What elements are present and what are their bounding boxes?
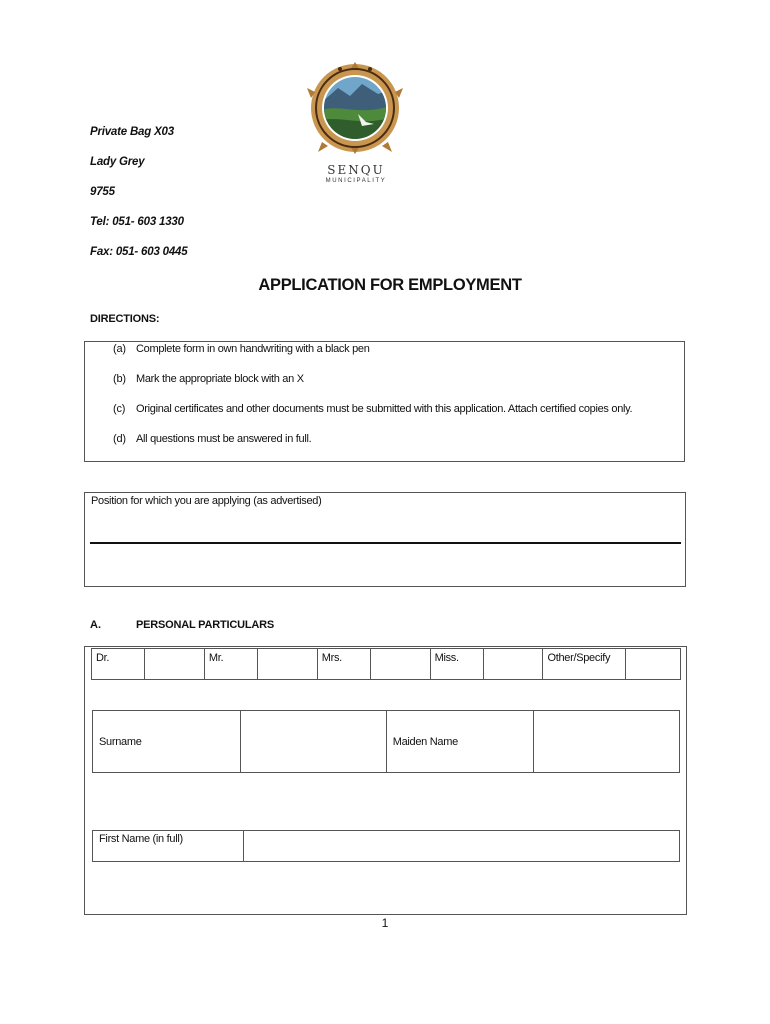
direction-a-letter: (a) xyxy=(113,343,126,355)
title-options-table xyxy=(91,648,681,680)
maiden-name-label: Maiden Name xyxy=(386,711,534,773)
direction-d-text: All questions must be answered in full. xyxy=(136,433,312,445)
title-label-mr: Mr. xyxy=(204,649,257,680)
position-box xyxy=(84,492,686,587)
position-label: Position for which you are applying (as advertised) xyxy=(91,495,322,507)
first-name-label: First Name (in full) xyxy=(93,831,244,862)
title-label-dr: Dr. xyxy=(92,649,145,680)
address-line-postal: Private Bag X03 xyxy=(90,126,174,138)
position-input-line[interactable] xyxy=(90,542,681,544)
first-name-table xyxy=(92,830,680,862)
title-label-miss: Miss. xyxy=(430,649,483,680)
title-box-other[interactable] xyxy=(625,649,680,680)
surname-field[interactable] xyxy=(241,711,387,773)
title-box-mr[interactable] xyxy=(258,649,318,680)
surname-label: Surname xyxy=(93,711,241,773)
title-label-mrs: Mrs. xyxy=(317,649,370,680)
address-line-tel: Tel: 051- 603 1330 xyxy=(90,216,184,228)
title-box-dr[interactable] xyxy=(145,649,205,680)
emblem-icon xyxy=(300,62,410,162)
logo-name: SENQU xyxy=(327,163,385,177)
address-line-town: Lady Grey xyxy=(90,156,145,168)
maiden-name-field[interactable] xyxy=(534,711,680,773)
first-name-field[interactable] xyxy=(244,831,680,862)
directions-box xyxy=(84,341,685,462)
direction-a-text: Complete form in own handwriting with a black pen xyxy=(136,343,370,355)
name-table xyxy=(92,710,680,773)
section-title: PERSONAL PARTICULARS xyxy=(136,619,274,631)
section-letter: A. xyxy=(90,619,101,631)
form-title: APPLICATION FOR EMPLOYMENT xyxy=(258,276,522,294)
directions-heading: DIRECTIONS: xyxy=(90,313,160,325)
address-line-code: 9755 xyxy=(90,186,115,198)
direction-b-letter: (b) xyxy=(113,373,126,385)
direction-b-text: Mark the appropriate block with an X xyxy=(136,373,304,385)
title-box-mrs[interactable] xyxy=(371,649,431,680)
title-label-other: Other/Specify xyxy=(543,649,625,680)
personal-particulars-box xyxy=(84,646,687,915)
direction-c-text: Original certificates and other documents must be submitted with this application. Attach certified copies only. xyxy=(136,403,633,415)
title-box-miss[interactable] xyxy=(483,649,543,680)
address-line-fax: Fax: 051- 603 0445 xyxy=(90,246,188,258)
logo-subtitle: MUNICIPALITY xyxy=(325,178,387,184)
direction-d-letter: (d) xyxy=(113,433,126,445)
direction-c-letter: (c) xyxy=(113,403,126,415)
page-number: 1 xyxy=(381,916,389,930)
